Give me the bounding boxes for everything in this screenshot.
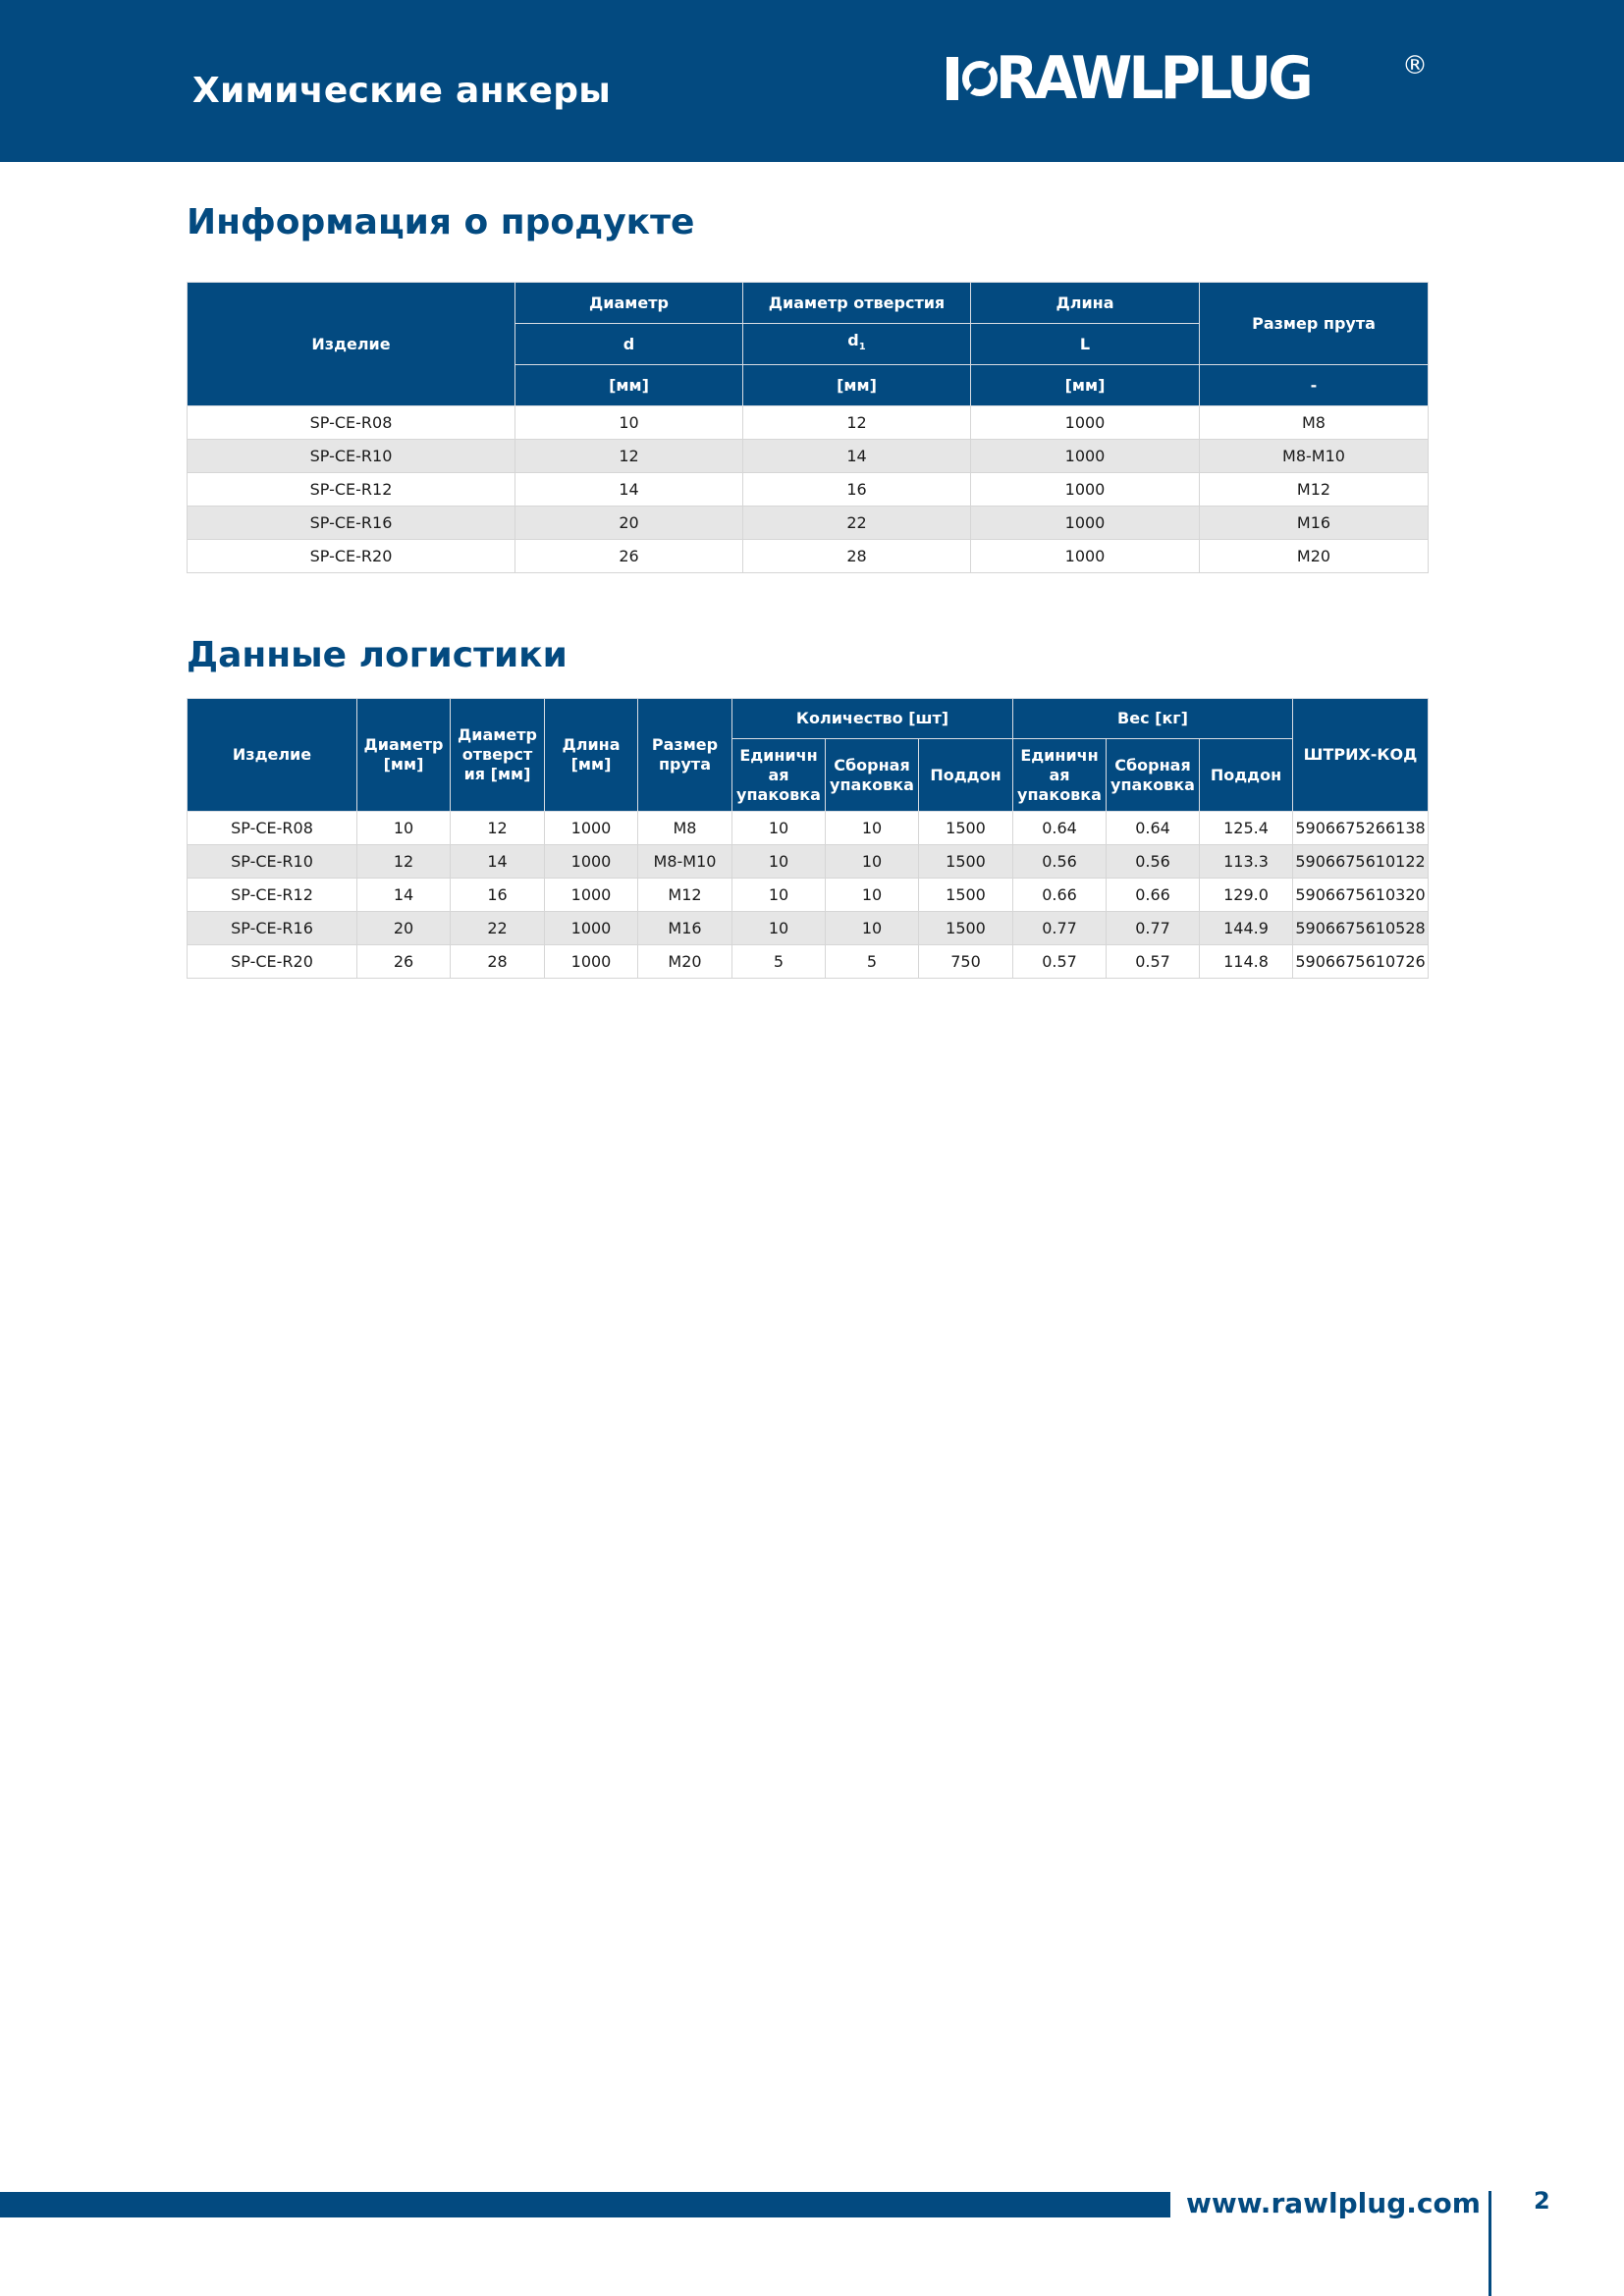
cell-diameter: 26	[515, 540, 743, 573]
cell-qty-pallet: 750	[919, 945, 1013, 979]
table-row	[188, 945, 1429, 979]
cell-length: 1000	[545, 945, 638, 979]
cell-qty-bulk-pack: 10	[826, 812, 919, 845]
cell-qty-bulk-pack: 10	[826, 845, 919, 879]
symbol-diameter: d	[515, 324, 743, 365]
table-row	[188, 879, 1429, 912]
cell-weight-bulk-pack: 0.77	[1107, 912, 1200, 945]
cell-barcode: 5906675266138	[1293, 812, 1429, 845]
cell-hole-diameter: 12	[451, 812, 545, 845]
rawlplug-logo-mark-icon	[947, 54, 992, 103]
cell-length: 1000	[971, 440, 1200, 473]
symbol-hole-diameter: $d_1$	[743, 324, 971, 365]
logistics-table	[187, 698, 1429, 979]
cell-weight-unit-pack: 0.77	[1013, 912, 1107, 945]
cell-qty-bulk-pack: 10	[826, 879, 919, 912]
page-header-title: Химические анкеры	[192, 71, 612, 111]
cell-hole-diameter: 28	[743, 540, 971, 573]
cell-rod-size: M12	[638, 879, 732, 912]
cell-hole-diameter: 28	[451, 945, 545, 979]
cell-weight-bulk-pack: 0.57	[1107, 945, 1200, 979]
header-qty-unit-pack: Единичн ая упаковка	[732, 739, 826, 812]
cell-rod-size: M16	[638, 912, 732, 945]
cell-weight-pallet: 129.0	[1200, 879, 1293, 912]
cell-hole-diameter: 12	[743, 406, 971, 440]
cell-qty-unit-pack: 10	[732, 912, 826, 945]
header-diameter: Диаметр	[515, 283, 743, 324]
cell-diameter: 10	[357, 812, 451, 845]
cell-weight-bulk-pack: 0.66	[1107, 879, 1200, 912]
cell-barcode: 5906675610528	[1293, 912, 1429, 945]
table-row	[188, 440, 1429, 473]
table-row	[188, 845, 1429, 879]
cell-length: 1000	[971, 540, 1200, 573]
cell-weight-pallet: 114.8	[1200, 945, 1293, 979]
page-number: 2	[1534, 2187, 1550, 2215]
header-quantity: Количество [шт]	[732, 699, 1013, 739]
cell-item: SP-CE-R08	[188, 812, 357, 845]
unit-hole-diameter: [мм]	[743, 365, 971, 406]
cell-item: SP-CE-R20	[188, 945, 357, 979]
cell-length: 1000	[971, 406, 1200, 440]
cell-length: 1000	[545, 845, 638, 879]
header-rod-size: Размер прута	[638, 699, 732, 812]
cell-length: 1000	[545, 812, 638, 845]
cell-qty-pallet: 1500	[919, 845, 1013, 879]
cell-weight-pallet: 113.3	[1200, 845, 1293, 879]
cell-weight-pallet: 125.4	[1200, 812, 1293, 845]
cell-length: 1000	[545, 879, 638, 912]
cell-diameter: 12	[357, 845, 451, 879]
cell-qty-pallet: 1500	[919, 879, 1013, 912]
cell-diameter: 20	[515, 507, 743, 540]
cell-hole-diameter: 14	[451, 845, 545, 879]
cell-weight-unit-pack: 0.66	[1013, 879, 1107, 912]
cell-item: SP-CE-R10	[188, 440, 515, 473]
logistics-title: Данные логистики	[187, 635, 568, 675]
cell-length: 1000	[971, 507, 1200, 540]
cell-rod-size: M8-M10	[1200, 440, 1429, 473]
cell-weight-pallet: 144.9	[1200, 912, 1293, 945]
table-row	[188, 812, 1429, 845]
cell-rod-size: M8	[1200, 406, 1429, 440]
cell-rod-size: M20	[1200, 540, 1429, 573]
cell-hole-diameter: 16	[451, 879, 545, 912]
rawlplug-logo	[947, 44, 1329, 113]
table-row	[188, 912, 1429, 945]
cell-item: SP-CE-R16	[188, 912, 357, 945]
cell-qty-bulk-pack: 5	[826, 945, 919, 979]
cell-hole-diameter: 22	[451, 912, 545, 945]
product-info-title: Информация о продукте	[187, 202, 695, 242]
header-weight: Вес [кг]	[1013, 699, 1293, 739]
header-diameter: Диаметр [мм]	[357, 699, 451, 812]
cell-qty-unit-pack: 10	[732, 812, 826, 845]
footer-bar	[0, 2192, 1170, 2217]
header-rod-size: Размер прута	[1200, 283, 1429, 365]
cell-rod-size: M20	[638, 945, 732, 979]
header-item: Изделие	[188, 699, 357, 812]
table-row	[188, 507, 1429, 540]
cell-item: SP-CE-R08	[188, 406, 515, 440]
cell-rod-size: M8	[638, 812, 732, 845]
cell-diameter: 20	[357, 912, 451, 945]
cell-diameter: 12	[515, 440, 743, 473]
table-row	[188, 406, 1429, 440]
cell-barcode: 5906675610320	[1293, 879, 1429, 912]
cell-diameter: 14	[515, 473, 743, 507]
header-qty-pallet: Поддон	[919, 739, 1013, 812]
header-item: Изделие	[188, 283, 515, 406]
cell-diameter: 10	[515, 406, 743, 440]
cell-hole-diameter: 14	[743, 440, 971, 473]
cell-rod-size: M12	[1200, 473, 1429, 507]
symbol-length: L	[971, 324, 1200, 365]
cell-qty-unit-pack: 10	[732, 879, 826, 912]
cell-qty-pallet: 1500	[919, 812, 1013, 845]
cell-weight-unit-pack: 0.64	[1013, 812, 1107, 845]
cell-diameter: 26	[357, 945, 451, 979]
cell-barcode: 5906675610122	[1293, 845, 1429, 879]
header-qty-bulk-pack: Сборная упаковка	[826, 739, 919, 812]
cell-qty-pallet: 1500	[919, 912, 1013, 945]
header-hole-diameter: Диаметр отверстия	[743, 283, 971, 324]
table-row	[188, 473, 1429, 507]
product-info-table	[187, 282, 1429, 573]
cell-diameter: 14	[357, 879, 451, 912]
header-length: Длина [мм]	[545, 699, 638, 812]
cell-hole-diameter: 22	[743, 507, 971, 540]
cell-weight-unit-pack: 0.57	[1013, 945, 1107, 979]
cell-qty-unit-pack: 10	[732, 845, 826, 879]
cell-item: SP-CE-R20	[188, 540, 515, 573]
cell-weight-bulk-pack: 0.64	[1107, 812, 1200, 845]
cell-item: SP-CE-R12	[188, 879, 357, 912]
table-row	[188, 540, 1429, 573]
cell-qty-unit-pack: 5	[732, 945, 826, 979]
cell-barcode: 5906675610726	[1293, 945, 1429, 979]
footer-website-link[interactable]: www.rawlplug.com	[1186, 2187, 1481, 2219]
cell-length: 1000	[545, 912, 638, 945]
cell-rod-size: M8-M10	[638, 845, 732, 879]
cell-length: 1000	[971, 473, 1200, 507]
unit-diameter: [мм]	[515, 365, 743, 406]
cell-item: SP-CE-R16	[188, 507, 515, 540]
header-length: Длина	[971, 283, 1200, 324]
footer-divider	[1489, 2191, 1491, 2296]
cell-item: SP-CE-R12	[188, 473, 515, 507]
header-barcode: ШТРИХ-КОД	[1293, 699, 1429, 812]
cell-item: SP-CE-R10	[188, 845, 357, 879]
cell-weight-unit-pack: 0.56	[1013, 845, 1107, 879]
logo-wordmark: RAWLPLUG	[996, 44, 1310, 113]
header-weight-pallet: Поддон	[1200, 739, 1293, 812]
header-weight-unit-pack: Единичн ая упаковка	[1013, 739, 1107, 812]
cell-qty-bulk-pack: 10	[826, 912, 919, 945]
cell-rod-size: M16	[1200, 507, 1429, 540]
cell-hole-diameter: 16	[743, 473, 971, 507]
header-weight-bulk-pack: Сборная упаковка	[1107, 739, 1200, 812]
unit-length: [мм]	[971, 365, 1200, 406]
header-hole-diameter: Диаметр отверст ия [мм]	[451, 699, 545, 812]
cell-weight-bulk-pack: 0.56	[1107, 845, 1200, 879]
registered-mark: ®	[1402, 51, 1428, 80]
unit-rod-size: -	[1200, 365, 1429, 406]
